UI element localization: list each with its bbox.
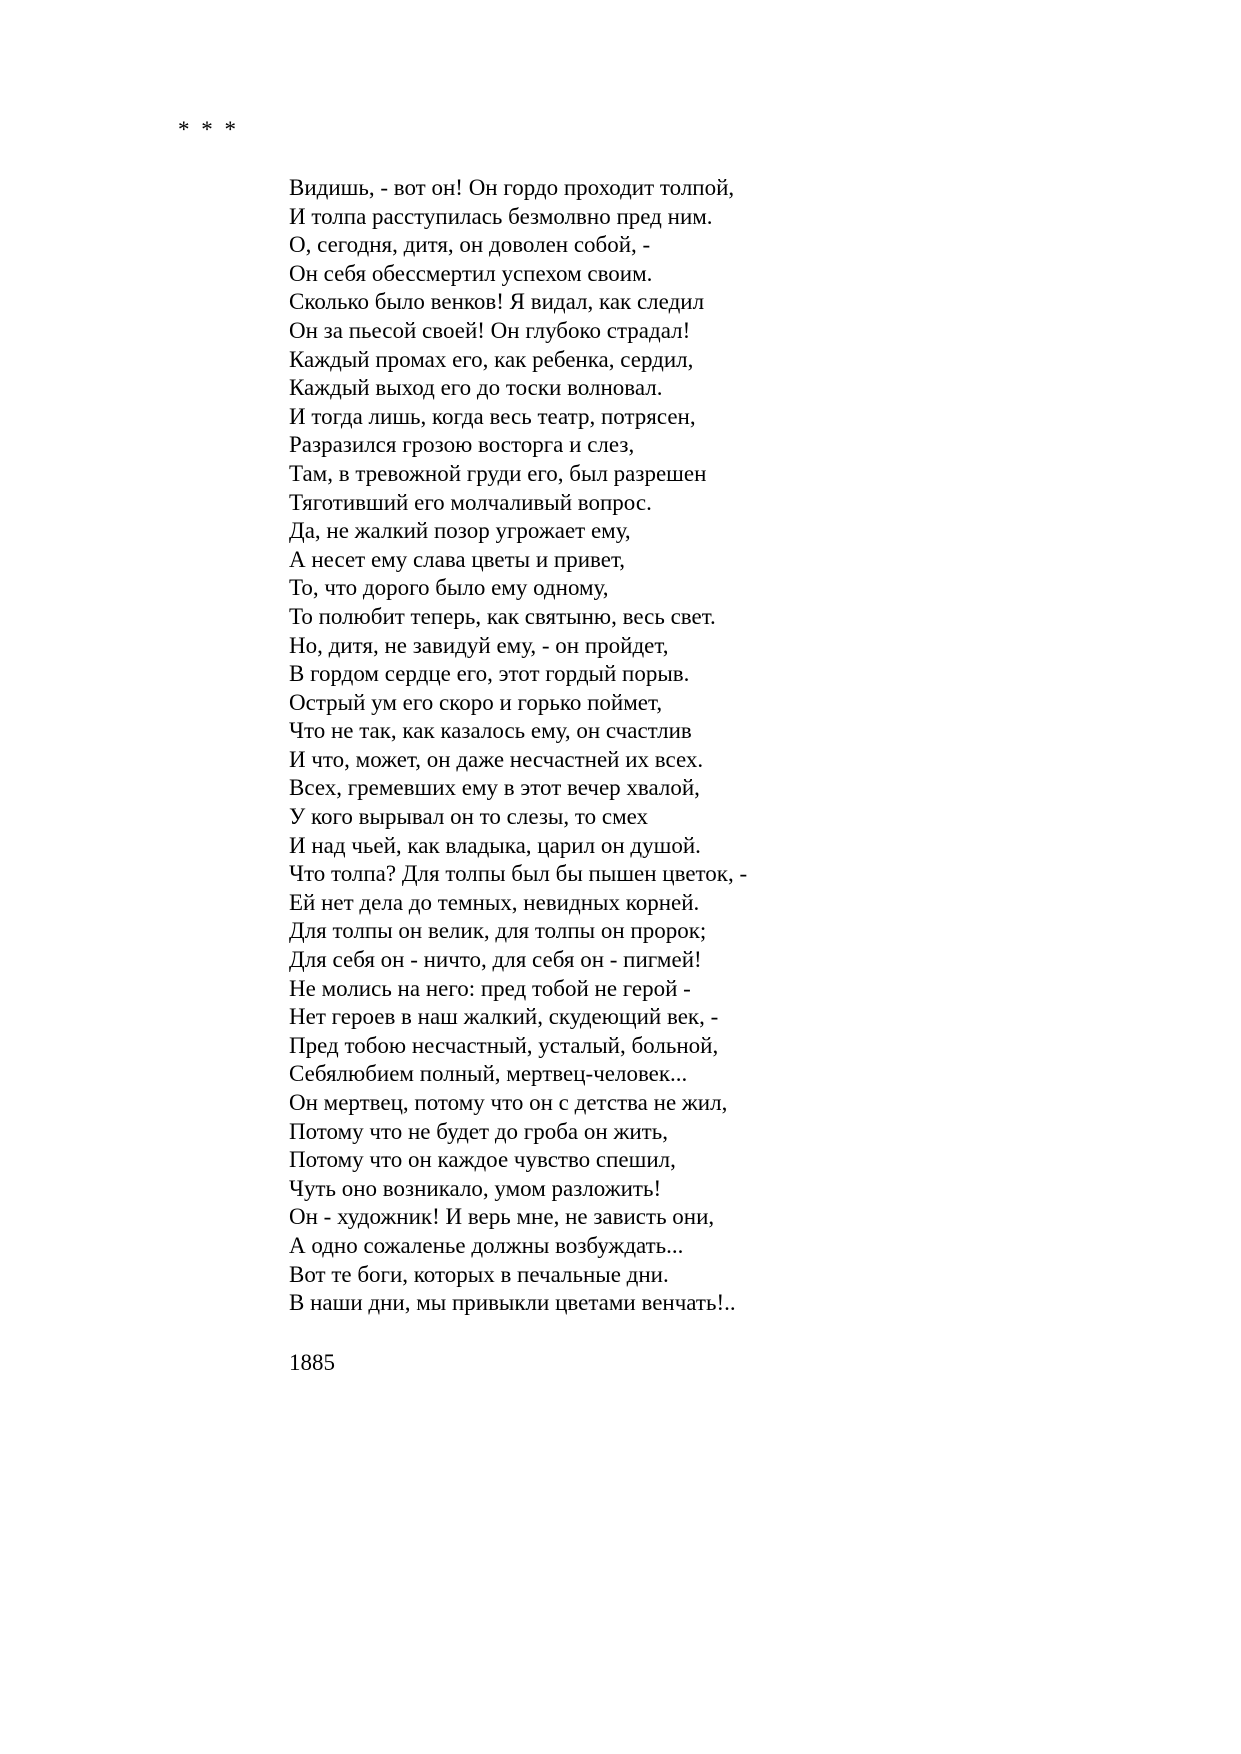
poem-line: Ей нет дела до темных, невидных корней. <box>289 889 700 915</box>
poem-line: Всех, гремевших ему в этот вечер хвалой, <box>289 775 700 801</box>
poem-line: Нет героев в наш жалкий, скудеющий век, - <box>289 1004 719 1030</box>
poem-line: Он за пьесой своей! Он глубоко страдал! <box>289 317 691 343</box>
poem-line: Но, дитя, не завидуй ему, - он пройдет, <box>289 632 669 658</box>
poem-line: Да, не жалкий позор угрожает ему, <box>289 518 631 544</box>
poem-line: Себялюбием полный, мертвец-человек... <box>289 1061 688 1087</box>
poem-line: Тяготивший его молчаливый вопрос. <box>289 489 652 515</box>
poem-year: 1885 <box>289 1350 335 1375</box>
poem-line: И тогда лишь, когда весь театр, потрясен, <box>289 403 696 429</box>
poem-line: Каждый промах его, как ребенка, сердил, <box>289 346 694 372</box>
poem-line: А одно сожаленье должны возбуждать... <box>289 1232 684 1258</box>
poem-line: Чуть оно возникало, умом разложить! <box>289 1175 662 1201</box>
poem-line: Что толпа? Для толпы был бы пышен цветок, - <box>289 861 748 887</box>
poem-line: Для толпы он велик, для толпы он пророк; <box>289 918 707 944</box>
poem-line: Для себя он - ничто, для себя он - пигмей! <box>289 947 702 973</box>
poem-line: Каждый выход его до тоски волновал. <box>289 375 663 401</box>
poem-line: То, что дорого было ему одному, <box>289 575 609 601</box>
poem-body <box>289 174 1189 1318</box>
poem-line: И над чьей, как владыка, царил он душой. <box>289 832 701 858</box>
poem-line: Что не так, как казалось ему, он счастлив <box>289 718 692 744</box>
poem-line: Он мертвец, потому что он с детства не жил, <box>289 1090 728 1115</box>
poem-line: Потому что не будет до гроба он жить, <box>289 1118 668 1144</box>
poem-line: Разразился грозою восторга и слез, <box>289 432 635 458</box>
poem-line: А несет ему слава цветы и привет, <box>289 546 626 572</box>
poem-line: Видишь, - вот он! Он гордо проходит толпой, <box>289 175 735 200</box>
poem-line: Сколько было венков! Я видал, как следил <box>289 289 705 315</box>
poem-line: Острый ум его скоро и горько поймет, <box>289 689 663 715</box>
poem-line: В наши дни, мы привыкли цветами венчать!.. <box>289 1290 736 1316</box>
poem-line: О, сегодня, дитя, он доволен собой, - <box>289 232 651 258</box>
poem-line: То полюбит теперь, как святыню, весь свет. <box>289 603 716 629</box>
poem-line: У кого вырывал он то слезы, то смех <box>289 804 649 830</box>
poem-line: И толпа расступилась безмолвно пред ним. <box>289 203 713 229</box>
poem-line: Не молись на него: пред тобой не герой - <box>289 975 691 1001</box>
poem-line: Там, в тревожной груди его, был разрешен <box>289 460 707 486</box>
poem-line: Он себя обессмертил успехом своим. <box>289 260 653 286</box>
poem-line: Потому что он каждое чувство спешил, <box>289 1147 676 1173</box>
poem-line: Он - художник! И верь мне, не зависть они, <box>289 1204 715 1230</box>
poem-line: Пред тобою несчастный, усталый, больной, <box>289 1032 719 1058</box>
poem-line: В гордом сердце его, этот гордый порыв. <box>289 661 690 687</box>
section-separator: * * * <box>178 117 239 142</box>
poem-line: И что, может, он даже несчастней их всех. <box>289 746 704 772</box>
poem-line: Вот те боги, которых в печальные дни. <box>289 1261 669 1287</box>
